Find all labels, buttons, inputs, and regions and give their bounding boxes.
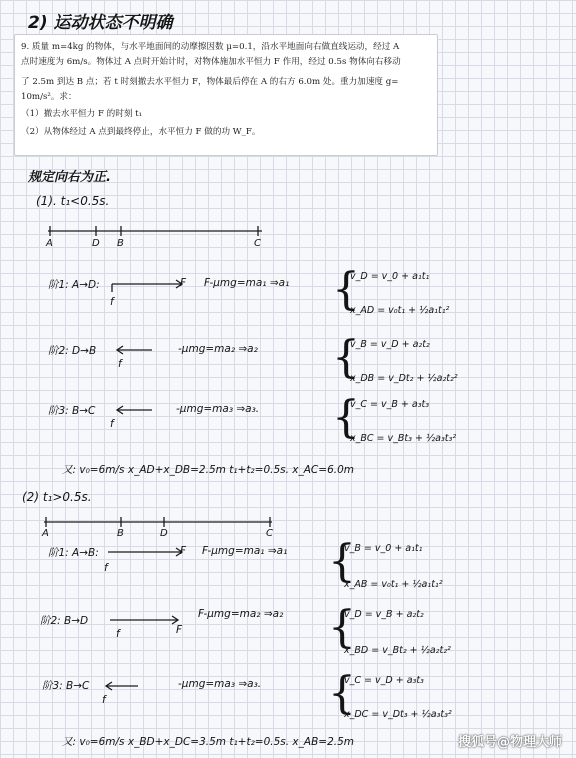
kinematic-equation: x_AD = v₀t₁ + ½a₁t₁² — [350, 305, 450, 316]
equation-brace: { — [328, 536, 356, 587]
newton-equation: -μmg=ma₃ ⇒a₃. — [178, 678, 262, 690]
newton-equation: F-μmg=ma₁ ⇒a₁ — [204, 277, 290, 289]
newton-equation: -μmg=ma₃ ⇒a₃. — [176, 403, 260, 415]
newton-equation: F-μmg=ma₂ ⇒a₂ — [198, 608, 284, 620]
section-heading: 2) 运动状态不明确 — [28, 13, 173, 33]
kinematic-equation: x_DB = v_Dt₂ + ½a₂t₂² — [350, 373, 458, 384]
problem-line: 了 2.5m 到达 B 点；若 t 时刻撤去水平恒力 F，物体最后停在 A 的右方 6.0m 处。重力加速度 g= — [21, 77, 399, 87]
kinematic-equation: v_B = v_D + a₂t₂ — [350, 339, 430, 350]
equation-brace: { — [332, 332, 360, 383]
sign-convention-note: 规定向右为正. — [28, 170, 111, 185]
point-label-D: D — [160, 528, 168, 539]
kinematic-equation: x_BD = v_Bt₂ + ½a₂t₂² — [344, 645, 451, 656]
case-1-label: (1). t₁<0.5s. — [36, 194, 110, 208]
newton-equation: -μmg=ma₂ ⇒a₂ — [178, 343, 258, 355]
stage-label: 阶3: B→C — [48, 405, 96, 417]
point-label-D: D — [92, 238, 100, 249]
case-2-label: (2) t₁>0.5s. — [22, 490, 92, 504]
point-label-B: B — [117, 528, 124, 539]
friction-label: f — [104, 562, 108, 574]
force-label: F — [176, 624, 183, 636]
friction-label: f — [110, 418, 114, 430]
equation-brace: { — [332, 392, 360, 443]
stage-label: 阶3: B→C — [42, 680, 90, 692]
given-conditions: 又: v₀=6m/s x_BD+x_DC=3.5m t₁+t₂=0.5s. x_AB=2.5m — [62, 736, 355, 748]
problem-line: 10m/s²。求： — [21, 91, 77, 102]
problem-line: （2）从物体经过 A 点到最终停止，水平恒力 F 做的功 W_F。 — [21, 126, 261, 137]
problem-line: 点时速度为 6m/s。物体过 A 点时开始计时，对物体施加水平恒力 F 作用，经过 0.5s 物体向右移动 — [21, 56, 401, 67]
point-label-A: A — [46, 238, 53, 249]
point-label-B: B — [117, 238, 124, 249]
equation-brace: { — [332, 264, 360, 315]
given-conditions: 又: v₀=6m/s x_AD+x_DB=2.5m t₁+t₂=0.5s. x_AC=6.0m — [62, 464, 354, 476]
force-label: F — [180, 545, 187, 557]
friction-label: f — [110, 296, 114, 308]
point-label-C: C — [266, 528, 273, 539]
force-label: F — [180, 277, 187, 289]
newton-equation: F-μmg=ma₁ ⇒a₁ — [202, 545, 288, 557]
friction-label: f — [118, 358, 122, 370]
problem-line: （1）撤去水平恒力 F 的时刻 t₁ — [21, 109, 143, 119]
kinematic-equation: x_AB = v₀t₁ + ½a₁t₁² — [344, 579, 443, 590]
point-label-C: C — [254, 238, 261, 249]
stage-label: 阶1: A→B: — [48, 547, 99, 559]
kinematic-equation: x_BC = v_Bt₃ + ½a₃t₃² — [350, 433, 457, 444]
kinematic-equation: v_C = v_D + a₃t₃ — [344, 675, 424, 686]
kinematic-equation: x_DC = v_Dt₃ + ½a₃t₃² — [344, 709, 452, 720]
stage-label: 阶2: D→B — [48, 345, 97, 357]
stage-label: 阶2: B→D — [40, 615, 89, 627]
friction-label: f — [102, 694, 106, 706]
kinematic-equation: v_D = v_0 + a₁t₁ — [350, 271, 430, 282]
equation-brace: { — [328, 602, 356, 653]
problem-line: 9. 质量 m=4kg 的物体，与水平地面间的动摩擦因数 μ=0.1，沿水平地面向右做直线运动，经过 A — [21, 42, 400, 52]
kinematic-equation: v_C = v_B + a₃t₃ — [350, 399, 430, 410]
watermark: 搜狐号@物理大师 — [457, 735, 562, 750]
stage-label: 阶1: A→D: — [48, 279, 100, 291]
friction-label: f — [116, 628, 120, 640]
equation-brace: { — [328, 668, 356, 719]
kinematic-equation: v_D = v_B + a₂t₂ — [344, 609, 424, 620]
point-label-A: A — [42, 528, 49, 539]
kinematic-equation: v_B = v_0 + a₁t₁ — [344, 543, 423, 554]
